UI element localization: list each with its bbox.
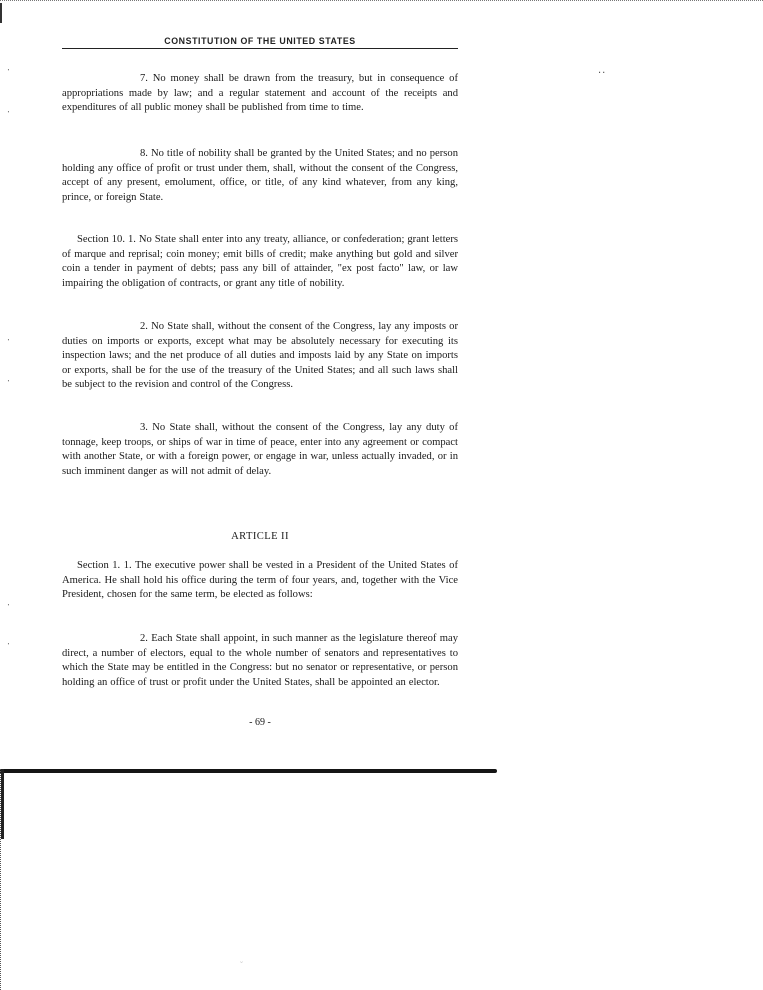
header-rule xyxy=(62,48,458,49)
article-heading: ARTICLE II xyxy=(231,531,289,542)
page-bottom-edge xyxy=(0,769,497,773)
clause-7-paragraph: 7. No money shall be drawn from the treasury, but in consequence of appropriations made by law; and a regular statement and account of the receipts and expenditures of all public money shall be published from time to time. xyxy=(62,73,458,114)
margin-speck: ‧ xyxy=(7,335,10,345)
margin-speck: ‧ xyxy=(7,107,10,117)
page-left-edge xyxy=(0,769,4,990)
corner-speck: ‧‧ xyxy=(598,68,607,79)
scan-edge-tick xyxy=(0,3,2,23)
section-10-clause-2-paragraph: 2. No State shall, without the consent of the Congress, lay any imposts or duties on imports or exports, except what may be absolutely necessary for executing its inspection laws; and the net produce of all duties and imposts laid by any State on imports or exports, shall be for the use of the treasury of the United States; and all such laws shall be subject to the revision and control of the Congress. xyxy=(62,321,458,391)
article-2-clause-2-paragraph: 2. Each State shall appoint, in such manner as the legislature thereof may direct, a number of electors, equal to the whole number of senators and representatives to which the State may be entitled in the Congress: but no senator or representative, or person holding an office of trust or profit under the United States, shall be appointed an elector. xyxy=(62,633,458,688)
clause-8-paragraph: 8. No title of nobility shall be granted by the United States; and no person holding any office of profit or trust under them, shall, without the consent of the Congress, accept of any present, emolument, office, or title, of any kind whatever, from any king, prince, or foreign State. xyxy=(62,148,458,203)
article-2-section-1-paragraph: Section 1. 1. The executive power shall be vested in a President of the United States of America. He shall hold his office during the term of four years, and, together with the Vice President, chosen for the same term, be elected as follows: xyxy=(62,560,458,601)
page-number: - 69 - xyxy=(249,717,271,728)
margin-speck: ‧ xyxy=(7,639,10,649)
running-head: CONSTITUTION OF THE UNITED STATES xyxy=(164,36,356,46)
page-edge-tick xyxy=(1,769,4,839)
section-10-clause-1-paragraph: Section 10. 1. No State shall enter into any treaty, alliance, or confederation; grant letters of marque and reprisal; coin money; emit bills of credit; make anything but gold and silver coin a tender in payment of debts; pass any bill of attainder, "ex post facto" law, or law impairing the obligation of contracts, or grant any title of nobility. xyxy=(62,234,458,289)
section-10-clause-3-paragraph: 3. No State shall, without the consent of the Congress, lay any duty of tonnage, keep troops, or ships of war in time of peace, enter into any agreement or compact with another State, or with a foreign power, or engage in war, unless actually invaded, or in such imminent danger as will not admit of delay. xyxy=(62,422,458,477)
margin-speck: ‧ xyxy=(7,376,10,386)
scan-speck: ˘ xyxy=(240,960,243,970)
scan-top-edge xyxy=(0,0,763,11)
margin-speck: ‧ xyxy=(7,65,10,75)
margin-speck: ‧ xyxy=(7,600,10,610)
